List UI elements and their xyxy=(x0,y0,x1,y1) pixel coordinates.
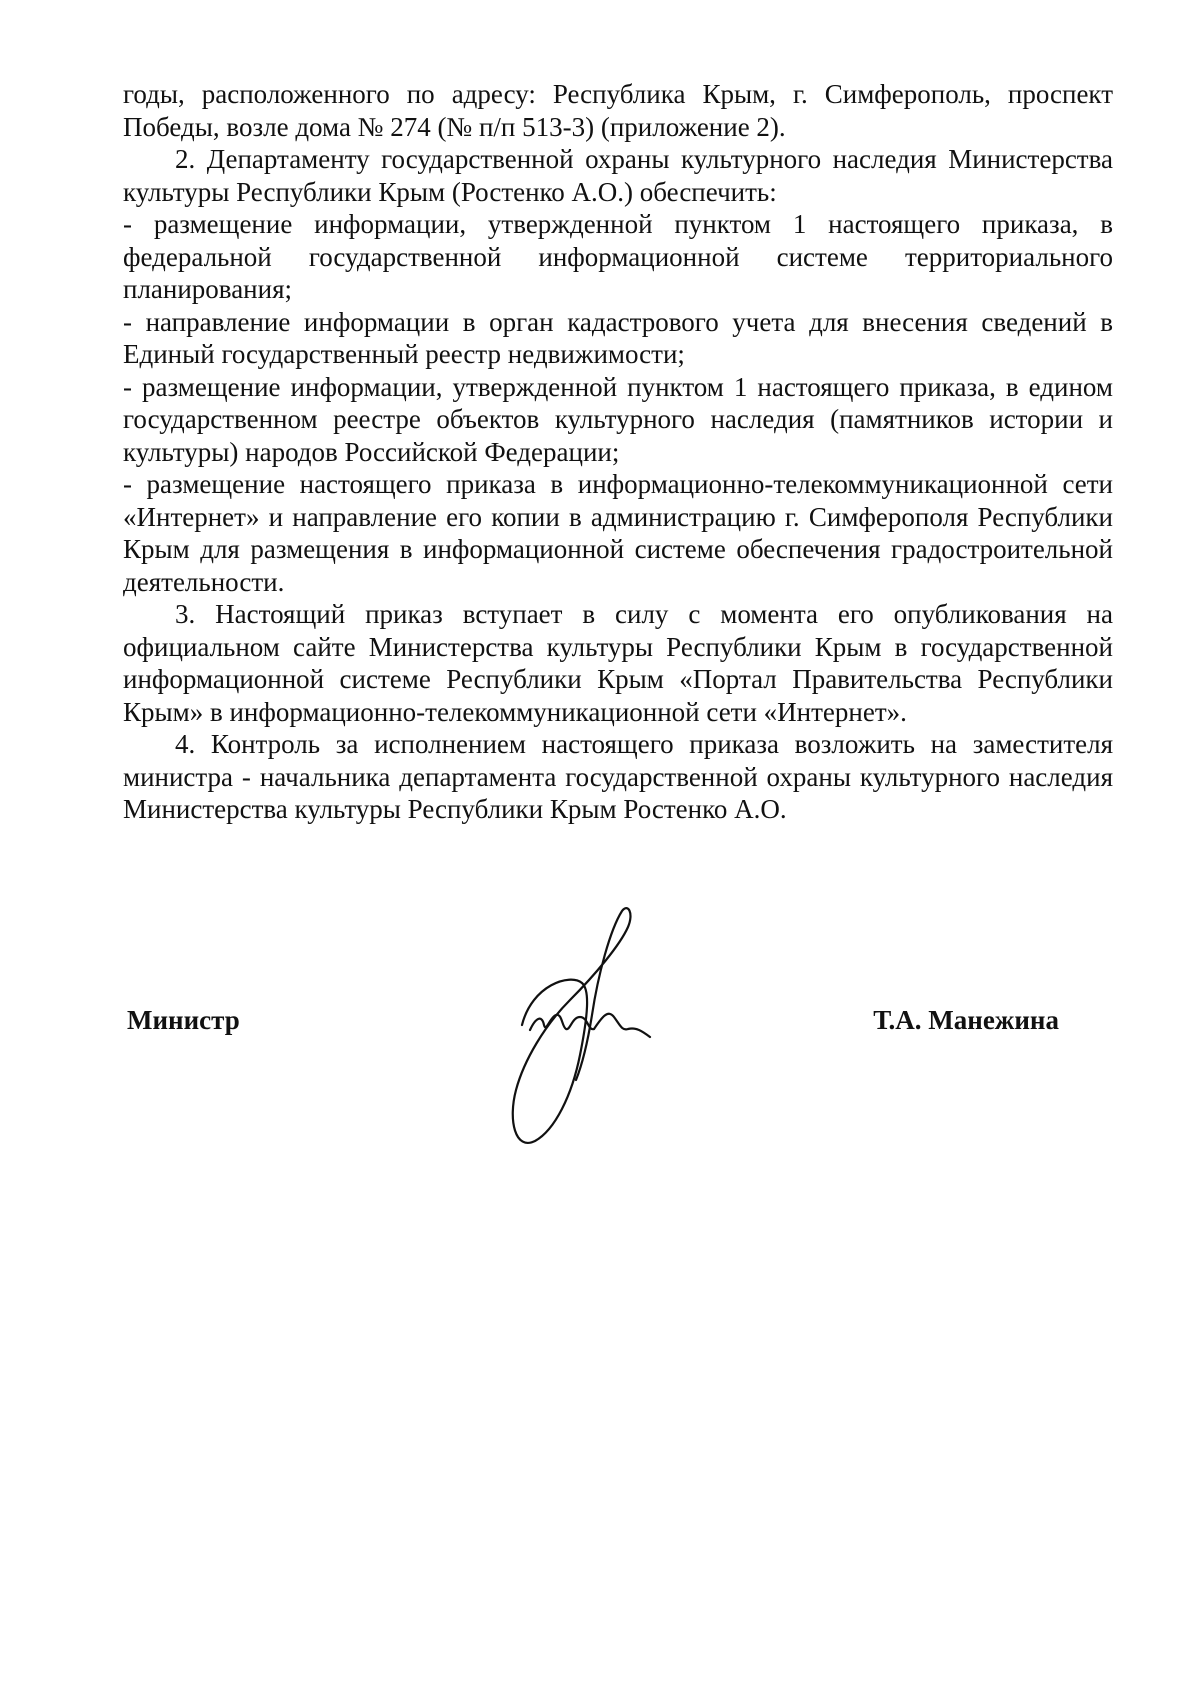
paragraph-address: годы, расположенного по адресу: Республика Крым, г. Симферополь, проспект Победы, возле дома № 274 (№ п/п 513-3) (приложение 2). xyxy=(123,79,1113,142)
paragraph-item-4: 4. Контроль за исполнением настоящего приказа возложить на заместителя министра - начальника департамента государственной охраны культурного наследия Министерства культуры Республики Крым Ростенко А.О. xyxy=(123,729,1113,824)
paragraph-cadastral: - направление информации в орган кадастрового учета для внесения сведений в Единый государственный реестр недвижимости; xyxy=(123,306,1113,369)
paragraph-item-2: 2. Департаменту государственной охраны культурного наследия Министерства культуры Республики Крым (Ростенко А.О.) обеспечить: xyxy=(123,144,1113,207)
paragraph-item-3: 3. Настоящий приказ вступает в силу с момента его опубликования на официальном сайте Министерства культуры Республики Крым в государственной информационной системе Республики Крым «Портал Правительства Республики Крым» в информационно-телекоммуникационной сети «Интернет». xyxy=(123,599,1113,727)
handwritten-signature-icon xyxy=(510,905,710,1150)
paragraph-internet-placement: - размещение настоящего приказа в информационно-телекоммуникационной сети «Интернет» и направление его копии в администрацию г. Симферополя Республики Крым для размещения в информационной системе обеспечения градостроительной деятельности. xyxy=(123,469,1113,597)
signer-name: Т.А. Манежина xyxy=(873,1005,1059,1035)
paragraph-fgis-placement: - размещение информации, утвержденной пунктом 1 настоящего приказа, в федеральной государственной информационной системе территориального планирования; xyxy=(123,209,1113,304)
paragraph-heritage-registry: - размещение информации, утвержденной пунктом 1 настоящего приказа, в едином государственном реестре объектов культурного наследия (памятников истории и культуры) народов Российской Федерации; xyxy=(123,371,1113,467)
signer-position: Министр xyxy=(127,1005,240,1035)
document-body xyxy=(123,78,1113,826)
